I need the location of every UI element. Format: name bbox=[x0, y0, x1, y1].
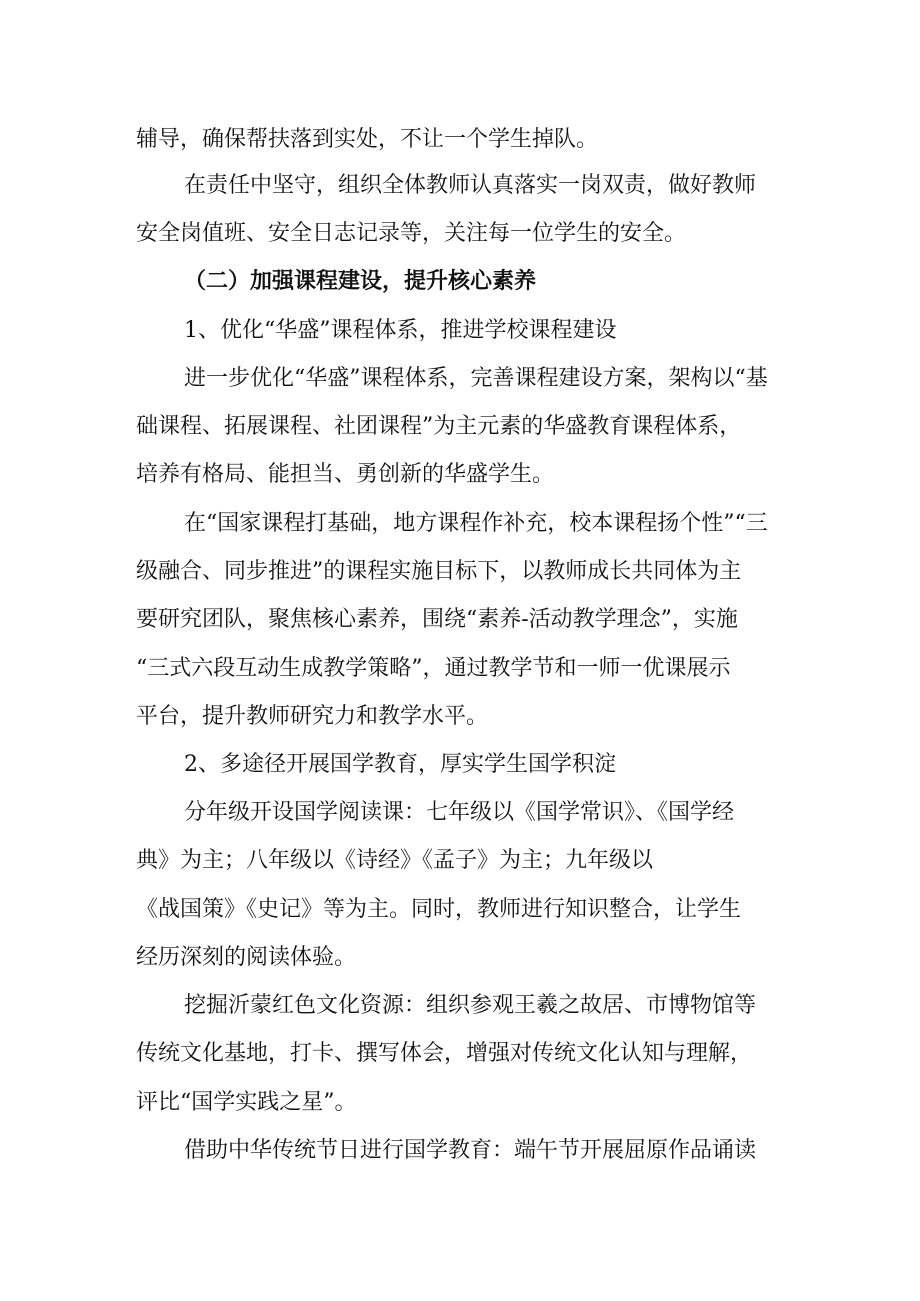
paragraph-line: 传统文化基地，打卡、撰写体会，增强对传统文化认知与理解， bbox=[136, 1041, 753, 1066]
paragraph-line: 平台，提升教师研究力和教学水平。 bbox=[136, 704, 489, 729]
paragraph-line: 进一步优化“华盛”课程体系，完善课程建设方案，架构以“基 bbox=[184, 366, 768, 391]
paragraph-line: 辅导，确保帮扶落到实处，不让一个学生掉队。 bbox=[136, 127, 599, 152]
paragraph-line: 借助中华传统节日进行国学教育：端午节开展屈原作品诵读 bbox=[184, 1138, 757, 1163]
paragraph-line: 经历深刻的阅读体验。 bbox=[136, 945, 357, 970]
paragraph-line: 评比“国学实践之星”。 bbox=[136, 1090, 357, 1115]
subsection-heading: 1、优化“华盛”课程体系，推进学校课程建设 bbox=[184, 318, 617, 343]
paragraph-line: 挖掘沂蒙红色文化资源：组织参观王羲之故居、市博物馆等 bbox=[184, 993, 757, 1018]
paragraph-line: 础课程、拓展课程、社团课程”为主元素的华盛教育课程体系， bbox=[136, 414, 742, 439]
paragraph-line: 要研究团队，聚焦核心素养，围绕“素养-活动教学理念”，实施 bbox=[136, 607, 738, 632]
subsection-heading: 2、多途径开展国学教育，厚实学生国学积淀 bbox=[184, 752, 616, 777]
paragraph-line: 《战国策》《史记》等为主。同时，教师进行知识整合，让学生 bbox=[136, 897, 742, 922]
section-heading: （二）加强课程建设，提升核心素养 bbox=[184, 269, 537, 294]
paragraph-line: “三式六段互动生成教学策略”，通过教学节和一师一优课展示 bbox=[136, 656, 731, 681]
paragraph-line: 在“国家课程打基础，地方课程作补充，校本课程扬个性”“三 bbox=[184, 511, 768, 536]
paragraph-line: 在责任中坚守，组织全体教师认真落实一岗双责，做好教师 bbox=[184, 173, 757, 198]
paragraph-line: 安全岗值班、安全日志记录等，关注每一位学生的安全。 bbox=[136, 221, 687, 246]
paragraph-line: 典》为主；八年级以《诗经》《孟子》为主；九年级以 bbox=[136, 848, 654, 873]
paragraph-line: 分年级开设国学阅读课：七年级以《国学常识》、《国学经 bbox=[184, 800, 735, 825]
paragraph-line: 培养有格局、能担当、勇创新的华盛学生。 bbox=[136, 462, 555, 487]
paragraph-line: 级融合、同步推进”的课程实施目标下，以教师成长共同体为主 bbox=[136, 559, 742, 584]
